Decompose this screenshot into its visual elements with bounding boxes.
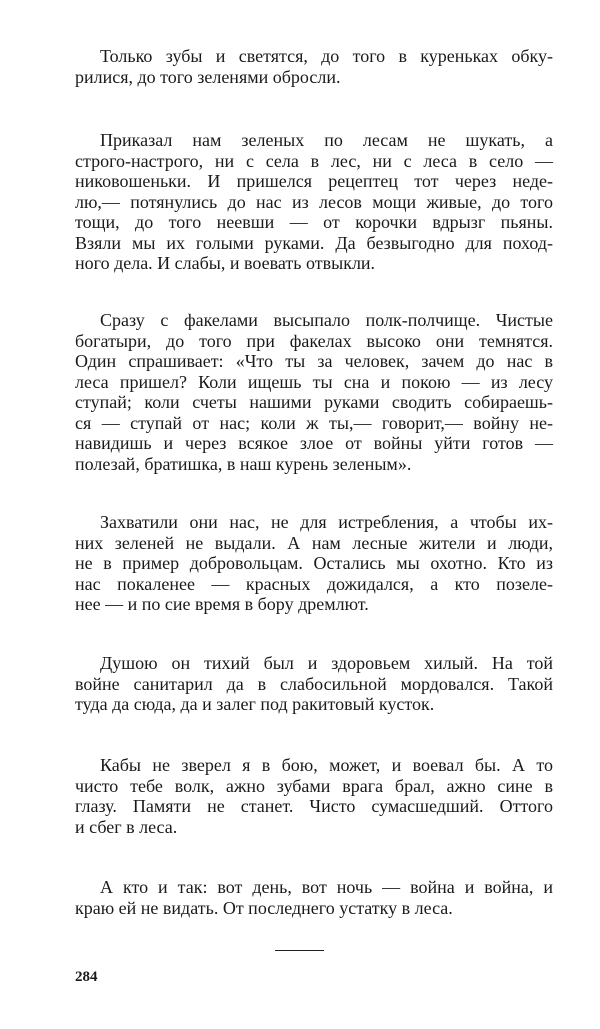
paragraph-2 <box>75 130 553 274</box>
page-number: 284 <box>75 969 98 985</box>
paragraph-4 <box>75 512 553 615</box>
text-line: Кабы не зверел я в бою, может, и воевал бы. А то <box>100 755 553 775</box>
paragraph-6 <box>75 755 553 837</box>
text-line: строго-настрого, ни с села в лес, ни с леса в село — <box>75 150 553 171</box>
text-line: туда да сюда, да и залег под ракитовый кусток. <box>75 694 435 714</box>
text-line: краю ей не видать. От последнего устатку в леса. <box>75 897 453 918</box>
text-line: Душою он тихий был и здоровьем хилый. На той <box>100 653 553 673</box>
text-line: глазу. Памяти не станет. Чисто сумасшедший. Оттого <box>75 796 553 816</box>
text-line: нас покаленее — красных дожидался, а кто позеле- <box>75 573 553 594</box>
text-line: навидишь и через всякое злое от войны уйти готов — <box>75 433 553 453</box>
text-line: ного дела. И слабы, и воевать отвыкли. <box>75 253 376 273</box>
text-line: ступай; коли счеты нашими руками сводить собираешь- <box>75 392 553 412</box>
text-line: ся — ступай от нас; коли ж ты,— говорит,— войну не- <box>75 412 553 433</box>
text-line: богатыри, до того при факелах высоко они темнятся. <box>75 330 553 351</box>
text-line: нее — и по сие время в бору дремлют. <box>75 594 369 614</box>
text-line: Захватили они нас, не для истребления, а чтобы их- <box>100 512 553 532</box>
text-line: лю,— потянулись до нас из лесов мощи живые, до того <box>75 191 553 212</box>
text-line: рилися, до того зеленями обросли. <box>75 66 341 87</box>
text-line: никовошеньки. И пришелся рецептец тот через неде- <box>75 171 553 191</box>
text-line: А кто и так: вот день, вот ночь — война и война, и <box>100 877 553 897</box>
text-line: Сразу с факелами высыпало полк-полчище. Чистые <box>100 310 553 330</box>
text-line: Один спрашивает: «Что ты за человек, зачем до нас в <box>75 351 553 371</box>
text-line: леса пришел? Коли ищешь ты сна и покою — из лесу <box>75 371 553 392</box>
text-line: не в пример добровольцам. Остались мы охотно. Кто из <box>75 553 553 573</box>
paragraph-3 <box>75 310 553 474</box>
paragraph-7 <box>75 877 553 918</box>
section-end-rule <box>275 950 324 951</box>
text-line: полезай, братишка, в наш курень зеленым». <box>75 453 412 474</box>
text-line: Взяли мы их голыми руками. Да безвыгодно для поход- <box>75 232 553 253</box>
text-line: тощи, до того неевши — от корочки вдрызг пьяны. <box>75 212 553 232</box>
text-line: них зеленей не выдали. А нам лесные жители и люди, <box>75 532 553 553</box>
paragraph-1 <box>75 46 553 87</box>
text-line: чисто тебе волк, ажно зубами врага брал, ажно сине в <box>75 775 553 796</box>
text-line: Только зубы и светятся, до того в куреньках обку- <box>100 46 553 66</box>
paragraph-5 <box>75 653 553 715</box>
text-line: Приказал нам зеленых по лесам не шукать, а <box>100 130 553 150</box>
text-line: войне санитарил да в слабосильной мордовался. Такой <box>75 673 553 694</box>
text-line: и сбег в леса. <box>75 816 178 837</box>
